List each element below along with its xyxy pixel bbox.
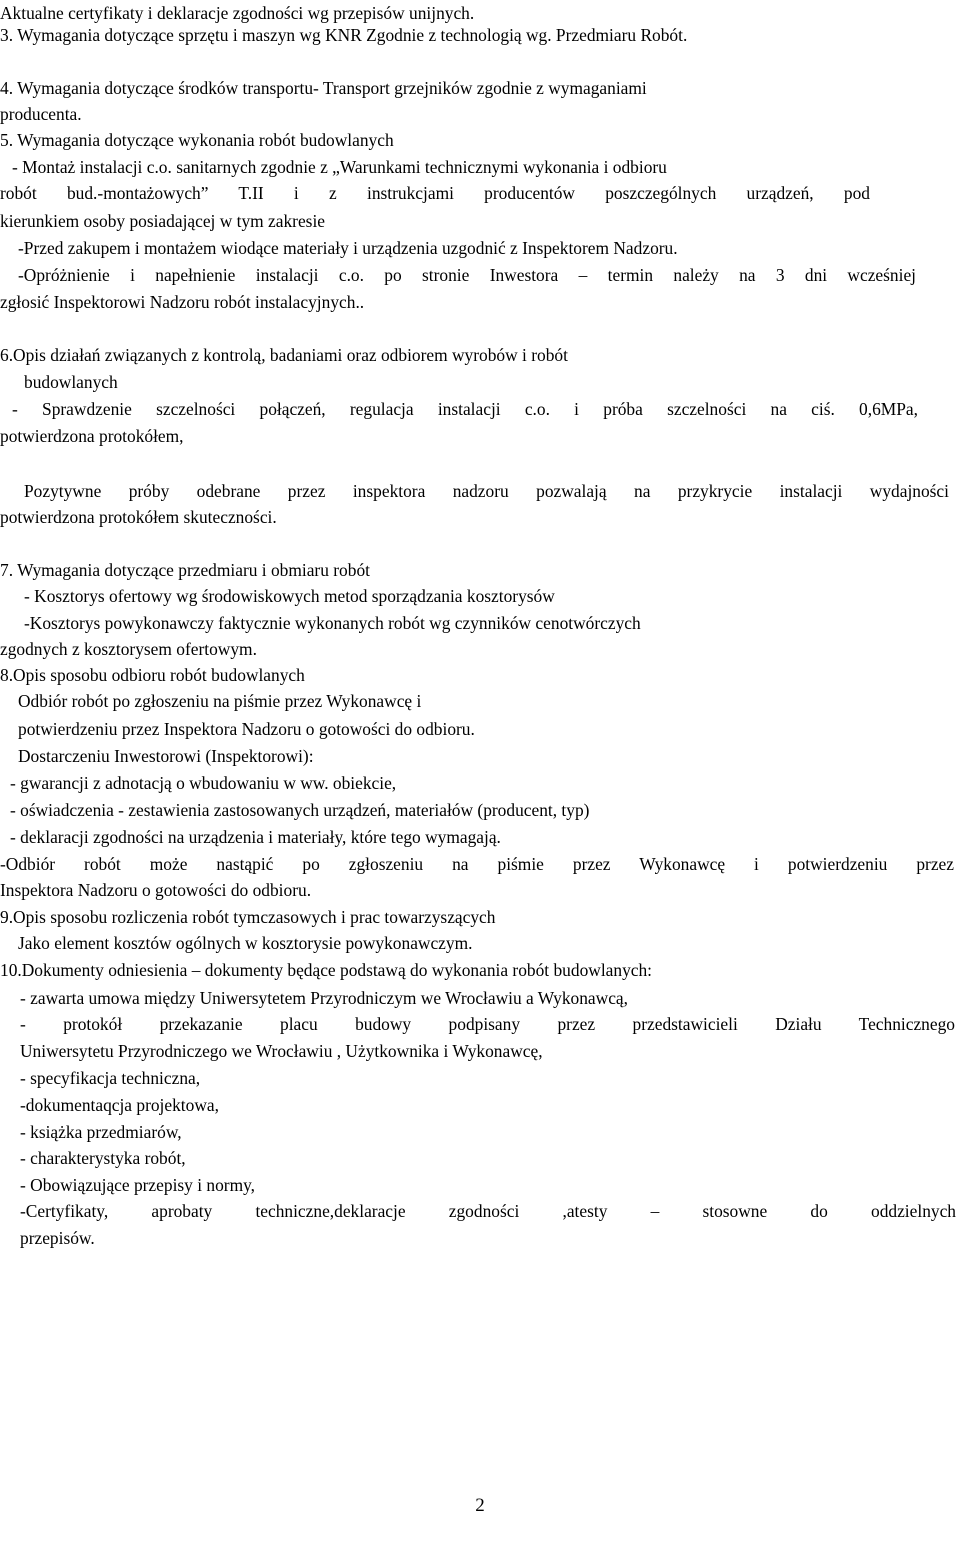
- text-line: -Certyfikaty, aprobaty techniczne,deklaracje zgodności ,atesty – stosowne do oddzielnych: [20, 1201, 956, 1221]
- text-line: producenta.: [0, 104, 82, 124]
- text-line: robót bud.-montażowych” T.II i z instrukcjami producentów poszczególnych urządzeń, pod: [0, 183, 870, 203]
- text-line: - Obowiązujące przepisy i normy,: [20, 1175, 256, 1195]
- text-line: przepisów.: [20, 1228, 95, 1248]
- text-line: Dostarczeniu Inwestorowi (Inspektorowi):: [18, 746, 314, 766]
- text-line: - książka przedmiarów,: [20, 1122, 182, 1142]
- text-line: -Przed zakupem i montażem wiodące materiały i urządzenia uzgodnić z Inspektorem Nadzoru.: [18, 238, 678, 258]
- text-line: 6.Opis działań związanych z kontrolą, badaniami oraz odbiorem wyrobów i robót: [0, 345, 568, 365]
- text-line: - oświadczenia - zestawienia zastosowanych urządzeń, materiałów (producent, typ): [10, 800, 590, 820]
- text-line: -Odbiór robót może nastąpić po zgłoszeniu na piśmie przez Wykonawcę i potwierdzeniu przez: [0, 854, 954, 874]
- text-line: 9.Opis sposobu rozliczenia robót tymczasowych i prac towarzyszących: [0, 907, 496, 927]
- text-line: 5. Wymagania dotyczące wykonania robót budowlanych: [0, 130, 394, 150]
- text-line: -Opróżnienie i napełnienie instalacji c.o. po stronie Inwestora – termin należy na 3 dni wcześniej: [18, 265, 916, 285]
- text-line: potwierdzeniu przez Inspektora Nadzoru o gotowości do odbioru.: [18, 719, 475, 739]
- text-line: Jako element kosztów ogólnych w kosztorysie powykonawczym.: [18, 933, 473, 953]
- text-line: - gwarancji z adnotacją o wbudowaniu w ww. obiekcie,: [10, 773, 397, 793]
- text-line: - protokół przekazanie placu budowy podpisany przez przedstawicieli Działu Technicznego: [20, 1014, 955, 1034]
- text-line: 10.Dokumenty odniesienia – dokumenty będące podstawą do wykonania robót budowlanych:: [0, 960, 653, 980]
- text-line: - charakterystyka robót,: [20, 1148, 186, 1168]
- text-line: - specyfikacja techniczna,: [20, 1068, 201, 1088]
- text-line: Pozytywne próby odebrane przez inspektora nadzoru pozwalają na przykrycie instalacji wydajności: [24, 481, 949, 501]
- text-line: - deklaracji zgodności na urządzenia i materiały, które tego wymagają.: [10, 827, 501, 847]
- text-line: potwierdzona protokółem,: [0, 426, 184, 446]
- text-line: Inspektora Nadzoru o gotowości do odbioru.: [0, 880, 312, 900]
- text-line: 4. Wymagania dotyczące środków transportu- Transport grzejników zgodnie z wymaganiami: [0, 78, 647, 98]
- text-line: - Sprawdzenie szczelności połączeń, regulacja instalacji c.o. i próba szczelności na ciś. 0,6MPa,: [12, 399, 918, 419]
- text-line: potwierdzona protokółem skuteczności.: [0, 507, 277, 527]
- text-line: zgodnych z kosztorysem ofertowym.: [0, 639, 257, 659]
- text-line: 3. Wymagania dotyczące sprzętu i maszyn wg KNR Zgodnie z technologią wg. Przedmiaru Robót.: [0, 25, 688, 45]
- text-line: 7. Wymagania dotyczące przedmiaru i obmiaru robót: [0, 560, 370, 580]
- text-line: Uniwersytetu Przyrodniczego we Wrocławiu , Użytkownika i Wykonawcę,: [20, 1041, 543, 1061]
- page-number: 2: [475, 1495, 485, 1516]
- text-line: -dokumentaqcja projektowa,: [20, 1095, 219, 1115]
- text-line: zgłosić Inspektorowi Nadzoru robót instalacyjnych..: [0, 292, 365, 312]
- text-line: -Kosztorys powykonawczy faktycznie wykonanych robót wg czynników cenotwórczych: [24, 613, 641, 633]
- text-line: - zawarta umowa między Uniwersytetem Przyrodniczym we Wrocławiu a Wykonawcą,: [20, 988, 628, 1008]
- text-line: 8.Opis sposobu odbioru robót budowlanych: [0, 665, 305, 685]
- text-line: - Montaż instalacji c.o. sanitarnych zgodnie z „Warunkami technicznymi wykonania i odbioru: [12, 157, 667, 177]
- text-line: Odbiór robót po zgłoszeniu na piśmie przez Wykonawcę i: [18, 691, 422, 711]
- text-line: Aktualne certyfikaty i deklaracje zgodności wg przepisów unijnych.: [0, 3, 475, 23]
- text-line: budowlanych: [24, 372, 118, 392]
- text-line: - Kosztorys ofertowy wg środowiskowych metod sporządzania kosztorysów: [24, 586, 555, 606]
- text-line: kierunkiem osoby posiadającej w tym zakresie: [0, 211, 326, 231]
